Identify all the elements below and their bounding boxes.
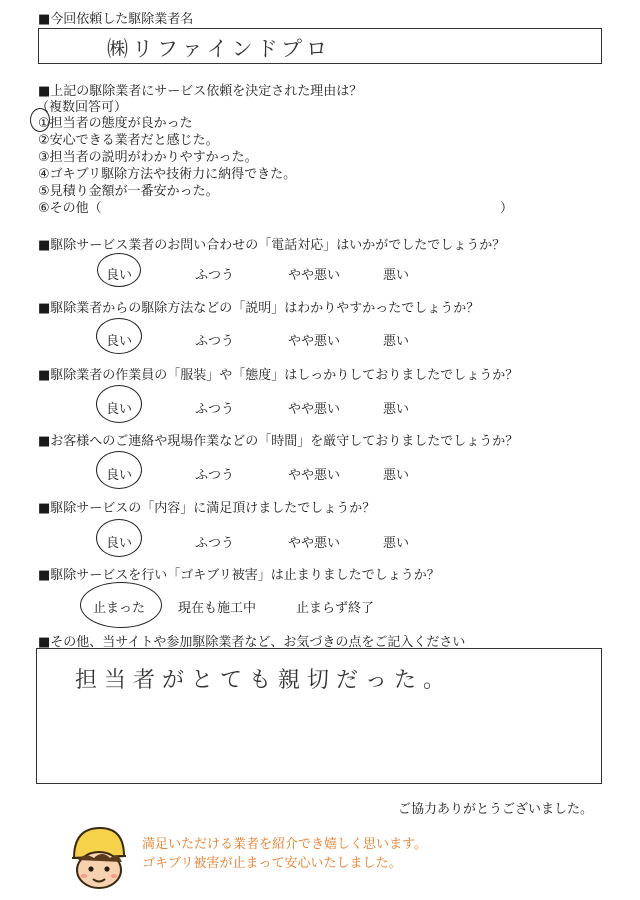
question-result: ■駆除サービスを行い「ゴキブリ被害」は止まりましたでしょうか？: [38, 568, 440, 583]
option-not-stopped[interactable]: 止まらず終了: [296, 601, 375, 616]
reason-item-1[interactable]: ①担当者の態度が良かった: [38, 116, 193, 131]
operator-name-value: ㈱リファインドプロ: [107, 37, 331, 61]
option-stopped[interactable]: 止まった: [93, 601, 146, 616]
option-good[interactable]: 良い: [106, 402, 133, 417]
option-bad[interactable]: 悪い: [383, 536, 410, 551]
option-somewhat-bad[interactable]: やや悪い: [288, 402, 341, 417]
operator-name-field[interactable]: [38, 28, 602, 64]
option-good[interactable]: 良い: [106, 268, 133, 283]
option-somewhat-bad[interactable]: やや悪い: [288, 268, 341, 283]
selected-circle-icon: [97, 253, 141, 287]
footer-message-2: ゴキブリ被害が止まって安心いたしました。: [142, 856, 402, 871]
question-attire: ■駆除業者の作業員の「服装」や「態度」はしっかりしておりましたでしょうか？: [38, 368, 519, 383]
option-normal[interactable]: ふつう: [195, 334, 235, 349]
reasons-note: （複数回答可）: [36, 100, 128, 115]
option-bad[interactable]: 悪い: [383, 402, 410, 417]
option-somewhat-bad[interactable]: やや悪い: [288, 334, 341, 349]
question-content: ■駆除サービスの「内容」に満足頂けましたでしょうか？: [38, 501, 376, 516]
option-bad[interactable]: 悪い: [383, 268, 410, 283]
comments-value: 担当者がとても親切だった。: [75, 668, 453, 693]
comments-field[interactable]: [36, 648, 602, 784]
selected-circle-icon: [80, 582, 162, 628]
option-good[interactable]: 良い: [106, 536, 133, 551]
mascot-icon: [64, 822, 134, 892]
option-normal[interactable]: ふつう: [195, 268, 235, 283]
option-normal[interactable]: ふつう: [195, 468, 235, 483]
selected-circle-icon: [96, 385, 142, 423]
selected-circle-icon: [96, 318, 142, 354]
option-normal[interactable]: ふつう: [195, 402, 235, 417]
question-punctuality: ■お客様へのご連絡や現場作業などの「時間」を厳守しておりましたでしょうか？: [38, 434, 519, 449]
selected-circle-icon: [96, 451, 142, 489]
option-somewhat-bad[interactable]: やや悪い: [288, 536, 341, 551]
reason-item-3[interactable]: ③担当者の説明がわかりやすかった。: [38, 150, 258, 165]
question-explanation: ■駆除業者からの駆除方法などの「説明」はわかりやすかったでしょうか？: [38, 301, 480, 316]
thanks-text: ご協力ありがとうございました。: [398, 802, 594, 817]
option-bad[interactable]: 悪い: [383, 468, 410, 483]
reason-item-4[interactable]: ④ゴキブリ駆除方法や技術力に納得できた。: [38, 167, 297, 182]
option-normal[interactable]: ふつう: [195, 536, 235, 551]
option-somewhat-bad[interactable]: やや悪い: [288, 468, 341, 483]
option-good[interactable]: 良い: [106, 334, 133, 349]
reason-item-5[interactable]: ⑤見積り金額が一番安かった。: [38, 184, 219, 199]
reasons-label: ■上記の駆除業者にサービス依頼を決定された理由は？: [38, 84, 363, 99]
reason-item-2[interactable]: ②安心できる業者だと感じた。: [38, 133, 219, 148]
reason-item-6[interactable]: ⑥その他（: [38, 201, 102, 216]
comments-label: ■その他、当サイトや参加駆除業者など、お気づきの点をご記入ください: [38, 635, 466, 650]
question-phone: ■駆除サービス業者のお問い合わせの「電話対応」はいかがでしたでしょうか？: [38, 238, 506, 253]
operator-label: ■今回依頼した駆除業者名: [38, 12, 194, 27]
selected-circle-icon: [96, 519, 142, 557]
reason-other-close: ）: [500, 201, 514, 216]
footer-message-1: 満足いただける業者を紹介でき嬉しく思います。: [142, 837, 427, 852]
option-good[interactable]: 良い: [106, 468, 133, 483]
option-bad[interactable]: 悪い: [383, 334, 410, 349]
option-in-progress[interactable]: 現在も施工中: [178, 601, 257, 616]
